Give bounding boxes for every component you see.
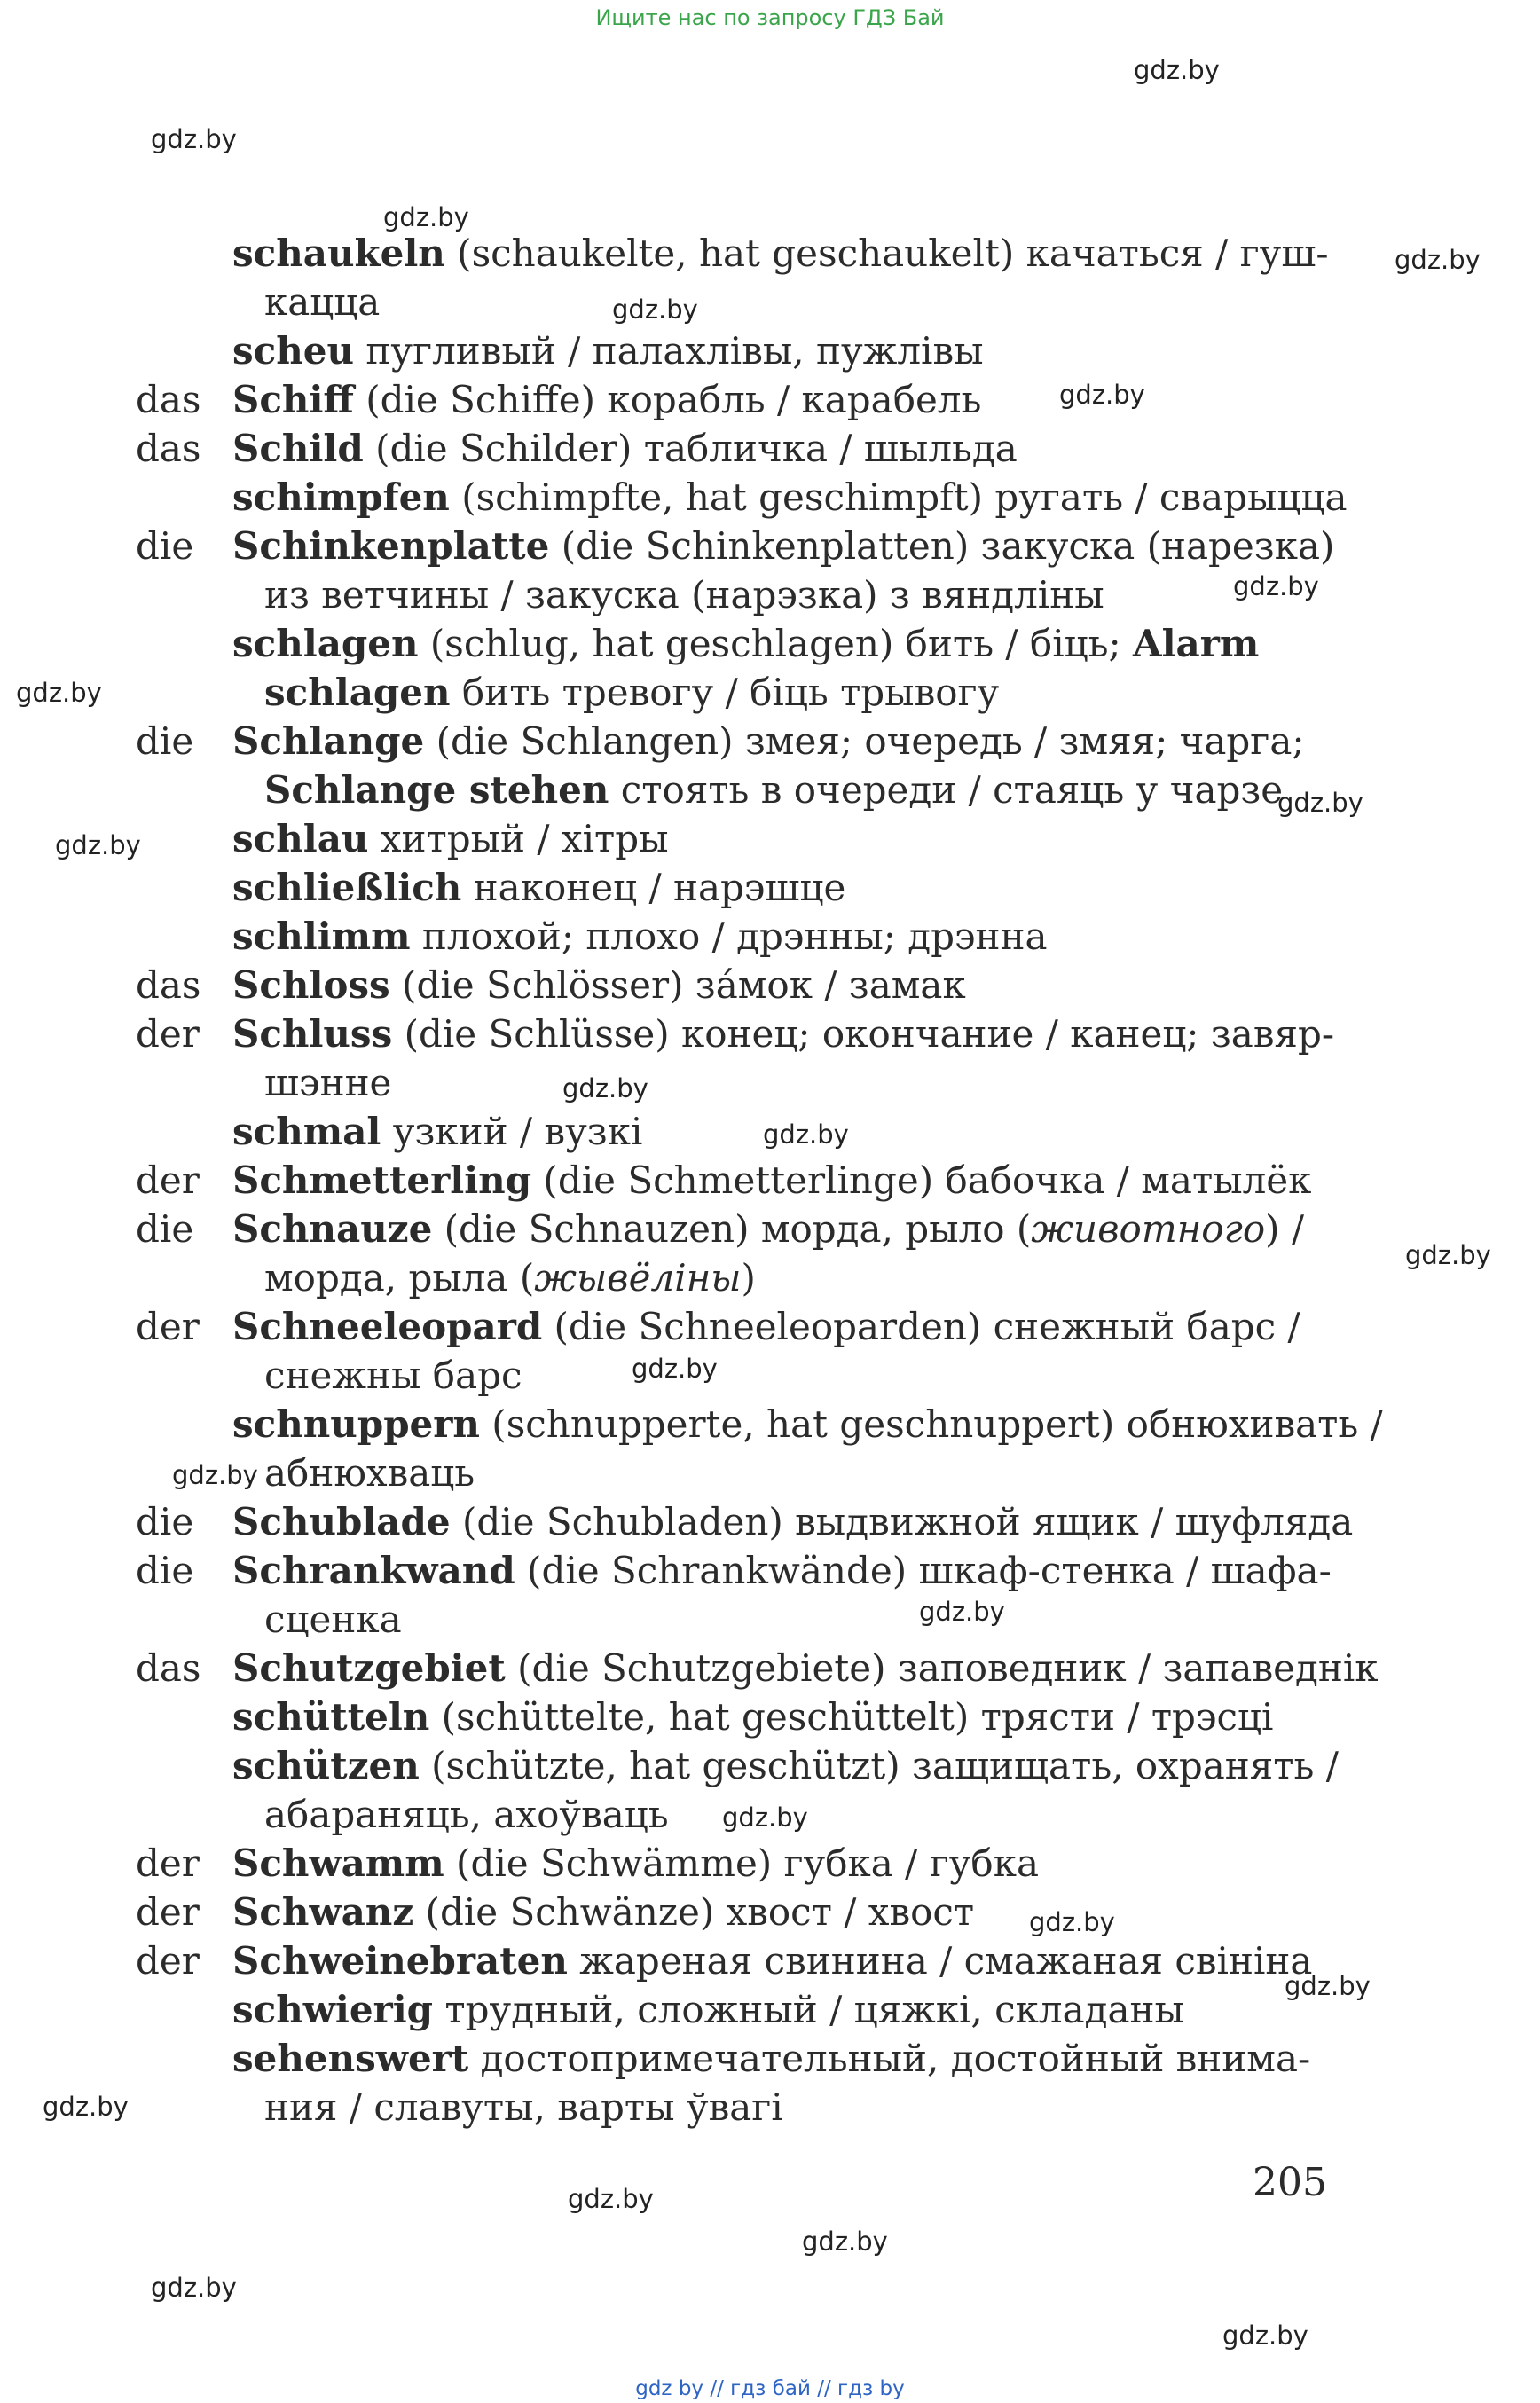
watermark: gdz.by	[612, 294, 698, 325]
article: der	[136, 1939, 200, 1983]
watermark: gdz.by	[172, 1460, 258, 1490]
entry-line	[232, 1695, 1274, 1739]
headword: sehenswert	[232, 2037, 469, 2080]
entry-line	[232, 2037, 1311, 2080]
entry-line	[232, 378, 982, 421]
entry-continuation: шэнне	[264, 1061, 392, 1104]
entry-line	[232, 1012, 1335, 1056]
entry-line	[232, 1402, 1383, 1446]
definition: (die Schrankwände) шкаф-стенка / шафа-	[515, 1549, 1332, 1592]
entry-continuation: снежны барс	[264, 1354, 522, 1397]
article: die	[136, 1207, 194, 1251]
top-banner[interactable]: Ищите нас по запросу ГДЗ Бай	[595, 5, 945, 30]
watermark: gdz.by	[151, 2273, 237, 2303]
entry-line	[232, 1207, 1304, 1251]
page-number: 205	[1253, 2160, 1327, 2205]
entry-line	[232, 1500, 1354, 1543]
entry-continuation: абнюхваць	[264, 1451, 475, 1495]
watermark: gdz.by	[1059, 380, 1145, 410]
headword: Schwamm	[232, 1842, 444, 1885]
definition: ) /	[1265, 1207, 1304, 1251]
phrase-headword: schlagen	[264, 671, 451, 714]
entry-continuation	[264, 1256, 756, 1300]
article: die	[136, 1500, 194, 1543]
definition: трудный, сложный / цяжкі, складаны	[433, 1988, 1184, 2031]
headword: Schlange	[232, 719, 425, 763]
headword: schlau	[232, 817, 369, 860]
headword: schützen	[232, 1744, 420, 1787]
definition: (schaukelte, hat geschaukelt) качаться / гуш-	[444, 232, 1329, 275]
headword: schnuppern	[232, 1402, 480, 1446]
watermark: gdz.by	[55, 830, 141, 860]
article: der	[136, 1305, 200, 1348]
headword: Schmetterling	[232, 1158, 532, 1202]
entry-line	[232, 1549, 1332, 1592]
headword: scheu	[232, 329, 355, 373]
headword: schlagen	[232, 622, 419, 665]
entry-continuation: сценка	[264, 1598, 402, 1641]
entry-line	[232, 1890, 975, 1934]
article: die	[136, 524, 194, 568]
definition: наконец / нарэшце	[461, 866, 846, 909]
headword: Schluss	[232, 1012, 393, 1056]
article: der	[136, 1158, 200, 1202]
definition: (die Schutzgebiete) заповедник / запаведнік	[505, 1646, 1379, 1690]
article: der	[136, 1012, 200, 1056]
entry-continuation	[264, 768, 1284, 812]
watermark: gdz.by	[802, 2226, 888, 2257]
definition: (die Schwämme) губка / губка	[444, 1842, 1039, 1885]
definition: бить тревогу / біць трывогу	[450, 671, 1000, 714]
definition: (schüttelte, hat geschüttelt) трясти / трэсці	[429, 1695, 1274, 1739]
definition: (die Schiffe) корабль / карабель	[353, 378, 982, 421]
headword: Schneeleopard	[232, 1305, 543, 1348]
definition: (die Schubladen) выдвижной ящик / шуфляда	[450, 1500, 1354, 1543]
entry-line	[232, 719, 1305, 763]
entry-continuation: ния / славуты, варты ўвагі	[264, 2085, 783, 2129]
entry-line	[232, 475, 1348, 519]
watermark: gdz.by	[632, 1354, 718, 1384]
phrase-headword: Alarm	[1133, 622, 1260, 665]
watermark: gdz.by	[568, 2184, 654, 2214]
headword: Schild	[232, 427, 364, 470]
phrase-headword: Schlange stehen	[264, 768, 609, 812]
definition: (schnupperte, hat geschnuppert) обнюхивать /	[479, 1402, 1383, 1446]
headword: Schloss	[232, 963, 390, 1007]
headword: schmal	[232, 1110, 381, 1153]
watermark: gdz.by	[1233, 571, 1319, 601]
definition: (schützte, hat geschützt) защищать, охранять /	[419, 1744, 1339, 1787]
headword: schaukeln	[232, 232, 445, 275]
watermark: gdz.by	[383, 202, 469, 232]
definition: (die Schwänze) хвост / хвост	[413, 1890, 975, 1934]
entry-line	[232, 1939, 1313, 1983]
definition-italic: животного	[1031, 1207, 1266, 1251]
watermark: gdz.by	[43, 2092, 129, 2122]
definition: (die Schinkenplatten) закуска (нарезка)	[549, 524, 1335, 568]
entry-line	[232, 329, 984, 373]
entry-line	[232, 622, 1260, 665]
article: das	[136, 963, 201, 1007]
entry-line	[232, 817, 669, 860]
headword: Schwanz	[232, 1890, 414, 1934]
article: die	[136, 719, 194, 763]
definition: (schimpfte, hat geschimpft) ругать / сварыцца	[449, 475, 1348, 519]
watermark: gdz.by	[1222, 2321, 1308, 2351]
definition: (die Schlösser) за́мок / замак	[389, 963, 966, 1007]
footer-links[interactable]: gdz by // гдз бай // гдз by	[635, 2377, 905, 2400]
definition: морда, рыла (	[264, 1256, 535, 1300]
definition: (die Schneeleoparden) снежный барс /	[542, 1305, 1300, 1348]
watermark: gdz.by	[1134, 55, 1220, 85]
definition: (schlug, hat geschlagen) бить / біць;	[418, 622, 1134, 665]
definition: стоять в очереди / стаяць у чарзе	[609, 768, 1284, 812]
headword: Schiff	[232, 378, 354, 421]
headword: Schnauze	[232, 1207, 433, 1251]
definition: (die Schlangen) змея; очередь / змяя; чарга;	[424, 719, 1305, 763]
headword: Schublade	[232, 1500, 451, 1543]
entry-line	[232, 1988, 1184, 2031]
entry-line	[232, 1305, 1300, 1348]
watermark: gdz.by	[763, 1119, 849, 1150]
article: das	[136, 427, 201, 470]
definition: (die Schlüsse) конец; окончание / канец; завяр-	[392, 1012, 1335, 1056]
entry-line	[232, 1646, 1379, 1690]
headword: Schinkenplatte	[232, 524, 550, 568]
article: das	[136, 1646, 201, 1690]
entry-continuation: кацца	[264, 280, 381, 324]
entry-line	[232, 427, 1018, 470]
entry-line	[232, 963, 966, 1007]
headword: schließlich	[232, 866, 462, 909]
definition-italic: жывёліны	[534, 1256, 742, 1300]
entry-line	[232, 915, 1048, 958]
watermark: gdz.by	[1405, 1240, 1491, 1270]
definition: (die Schilder) табличка / шыльда	[363, 427, 1018, 470]
headword: schütteln	[232, 1695, 430, 1739]
watermark: gdz.by	[1029, 1907, 1115, 1937]
article: der	[136, 1890, 200, 1934]
definition: плохой; плохо / дрэнны; дрэнна	[410, 915, 1048, 958]
watermark: gdz.by	[1277, 788, 1363, 818]
watermark: gdz.by	[562, 1073, 648, 1103]
definition: достопримечательный, достойный внима-	[468, 2037, 1311, 2080]
entry-line	[232, 1110, 643, 1153]
definition: узкий / вузкі	[381, 1110, 643, 1153]
entry-line	[232, 232, 1329, 275]
definition: (die Schnauzen) морда, рыло (	[432, 1207, 1032, 1251]
entry-continuation	[264, 671, 1000, 714]
entry-line	[232, 524, 1335, 568]
definition: пугливый / палахлівы, пужлівы	[354, 329, 984, 373]
entry-continuation: абараняць, ахоўваць	[264, 1793, 669, 1836]
watermark: gdz.by	[1395, 245, 1481, 275]
definition: )	[741, 1256, 756, 1300]
article: die	[136, 1549, 194, 1592]
watermark: gdz.by	[919, 1597, 1005, 1627]
headword: schlimm	[232, 915, 411, 958]
article: der	[136, 1842, 200, 1885]
definition: жареная свинина / смажаная свініна	[567, 1939, 1313, 1983]
headword: Schutzgebiet	[232, 1646, 506, 1690]
entry-continuation: из ветчины / закуска (нарэзка) з вяндліны	[264, 573, 1104, 616]
watermark: gdz.by	[1285, 1971, 1371, 2001]
entry-line	[232, 1842, 1039, 1885]
entry-line	[232, 1158, 1312, 1202]
article: das	[136, 378, 201, 421]
entry-line	[232, 1744, 1339, 1787]
definition: (die Schmetterlinge) бабочка / матылёк	[531, 1158, 1312, 1202]
headword: schimpfen	[232, 475, 450, 519]
definition: хитрый / хітры	[368, 817, 669, 860]
watermark: gdz.by	[151, 124, 237, 154]
watermark: gdz.by	[722, 1802, 808, 1833]
headword: Schweinebraten	[232, 1939, 568, 1983]
watermark: gdz.by	[16, 678, 102, 708]
headword: schwierig	[232, 1988, 434, 2031]
entry-line	[232, 866, 846, 909]
headword: Schrankwand	[232, 1549, 515, 1592]
